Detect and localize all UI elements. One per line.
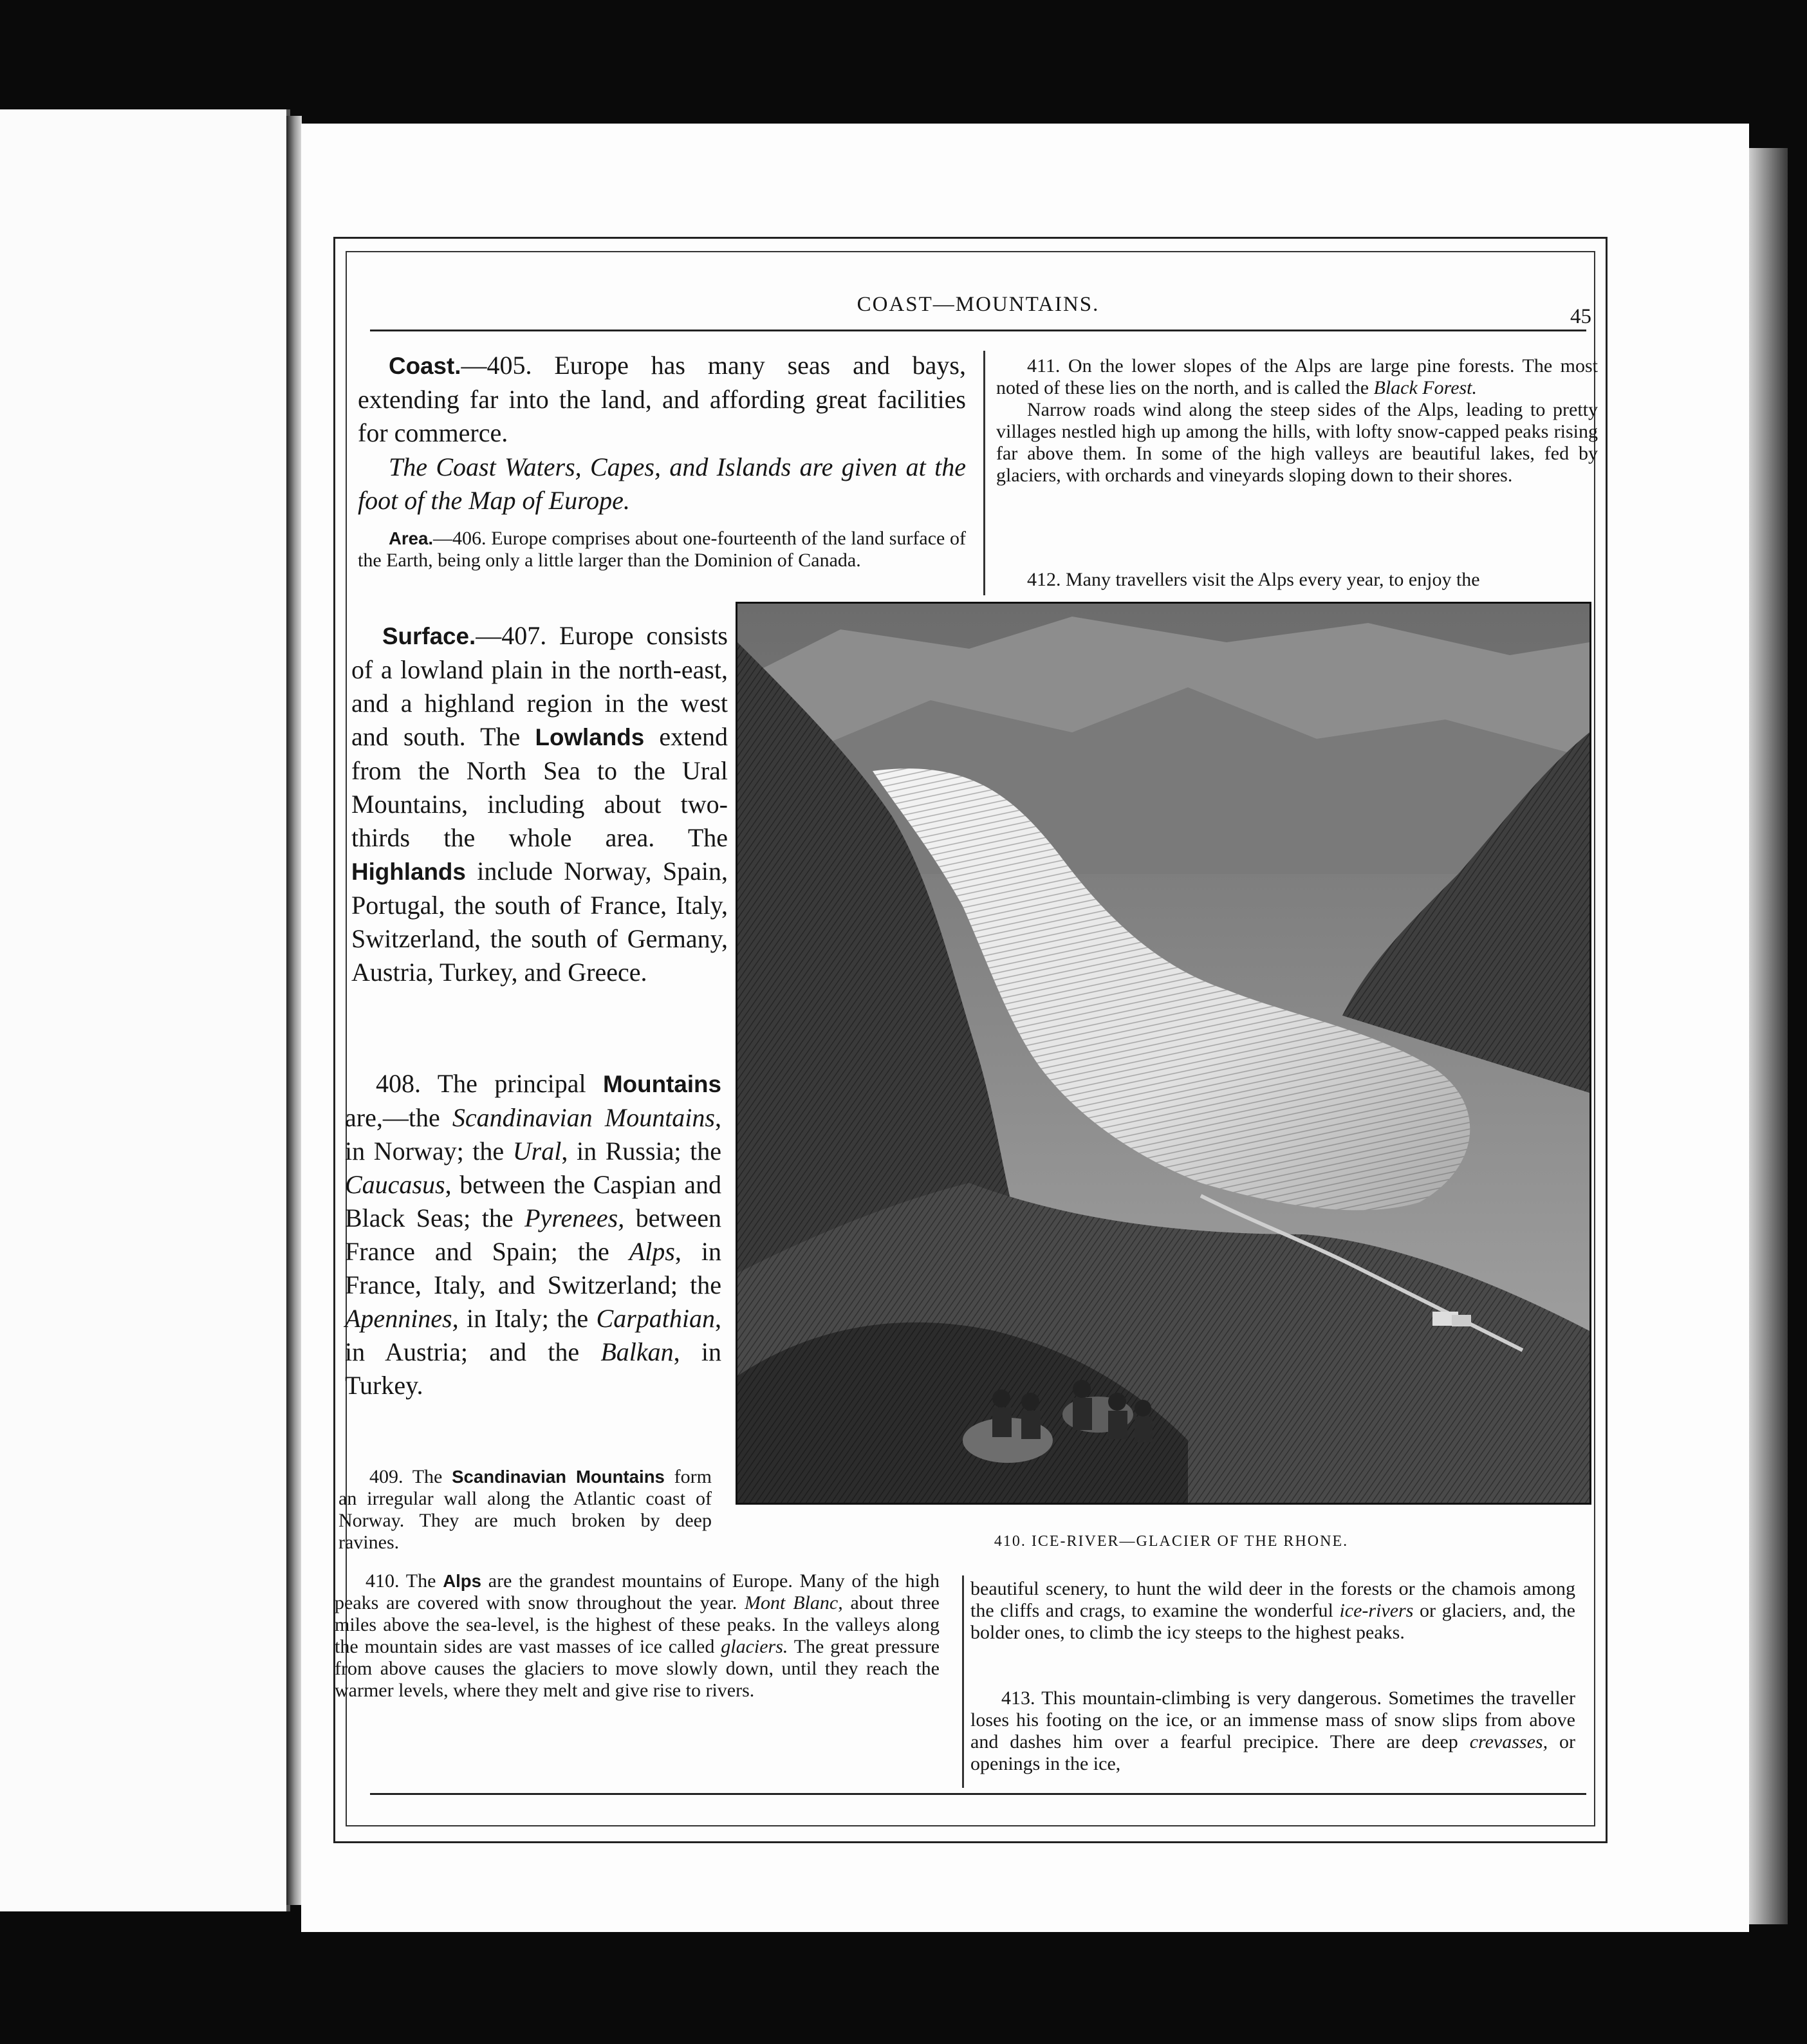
- paragraph-412-start: 412. Many travellers visit the Alps every year, to enjoy the: [1027, 569, 1480, 590]
- footer-rule: [370, 1793, 1586, 1795]
- heading-coast: Coast.: [389, 353, 461, 379]
- figure-caption: 410. ICE-RIVER—GLACIER OF THE RHONE.: [994, 1533, 1349, 1550]
- page-number: 45: [1570, 305, 1591, 328]
- paragraph-408: 408. The principal Mountains are,—the Scandinavian Mountains, in Norway; the Ural, in Russia; the Caucasus, between the Caspian and Black Seas; the Pyrenees, between France and Spain; the Alps, in France, Italy, and Switzerland; the Apennines, in Italy; the Carpathian, in Austria; and the Balkan, in Turkey.: [345, 1069, 721, 1400]
- column-divider-bottom: [962, 1575, 964, 1788]
- paragraph-413: 413. This mountain-climbing is very dangerous. Sometimes the traveller loses his footing on the ice, or an immense mass of snow slips from above and dashes him over a fearful precipice. There are deep crevasses, or openings in the ice,: [970, 1687, 1575, 1774]
- paragraph-405: Coast.—405. Europe has many seas and bays, extending far into the land, and affording great facilities for commerce.: [358, 351, 966, 447]
- paragraph-407: Surface.—407. Europe consists of a lowland plain in the north-east, and a highland region in the west and south. The Lowlands extend from the North Sea to the Ural Mountains, including about two-thirds the whole area. The Highlands include Norway, Spain, Portugal, the south of France, Italy, Switzerland, the south of Germany, Austria, Turkey, and Greece.: [351, 621, 728, 987]
- paragraph-406: Area.—406. Europe comprises about one-fourteenth of the land surface of the Earth, being only a little larger than the Dominion of Canada.: [358, 528, 966, 571]
- page-edge: [1749, 148, 1788, 1924]
- book-gutter: [286, 116, 302, 1905]
- header-rule: [370, 330, 1586, 331]
- heading-surface: Surface.: [382, 623, 476, 649]
- paragraph-410: 410. The Alps are the grandest mountains of Europe. Many of the high peaks are covered with snow throughout the year. Mont Blanc, about three miles above the sea-level, is the highest of these peaks. In the valleys along the mountain sides are vast masses of ice called glaciers. The great pressure from above causes the glaciers to move slowly down, until they reach the warmer levels, where they melt and give rise to rivers.: [335, 1570, 940, 1701]
- glacier-engraving: [736, 602, 1591, 1505]
- heading-area: Area.: [389, 528, 434, 548]
- column-divider-top: [983, 351, 985, 595]
- term-highlands: Highlands: [351, 859, 466, 885]
- facing-page: [0, 109, 290, 1911]
- paragraph-412-continued: beautiful scenery, to hunt the wild deer in the forests or the chamois among the cliffs and crags, to examine the wonderful ice-rivers or glaciers, and, the bolder ones, to climb the icy steeps to the highest peaks.: [970, 1578, 1575, 1643]
- term-lowlands: Lowlands: [535, 724, 645, 750]
- coast-note: The Coast Waters, Capes, and Islands are given at the foot of the Map of Europe.: [358, 452, 966, 515]
- running-head: COAST—MOUNTAINS.: [857, 293, 1100, 316]
- paragraph-411: 411. On the lower slopes of the Alps are large pine forests. The most noted of these lies on the north, and is called the Black Forest. Narrow roads wind along the steep sides of the Alps, leading to pretty villages nestled high up among the hills, with lofty snow-capped peaks rising far above them. In some of the high valleys are beautiful lakes, fed by glaciers, with orchards and vineyards sloping down to their shores.: [996, 355, 1598, 486]
- paragraph-409: 409. The Scandinavian Mountains form an irregular wall along the Atlantic coast of Norway. They are much broken by deep ravines.: [338, 1466, 712, 1553]
- paragraph-411-roads: Narrow roads wind along the steep sides of the Alps, leading to pretty villages nestled high up among the hills, with lofty snow-capped peaks rising far above them. In some of the high valleys are beautiful lakes, fed by glaciers, with orchards and vineyards sloping down to their shores.: [996, 399, 1598, 486]
